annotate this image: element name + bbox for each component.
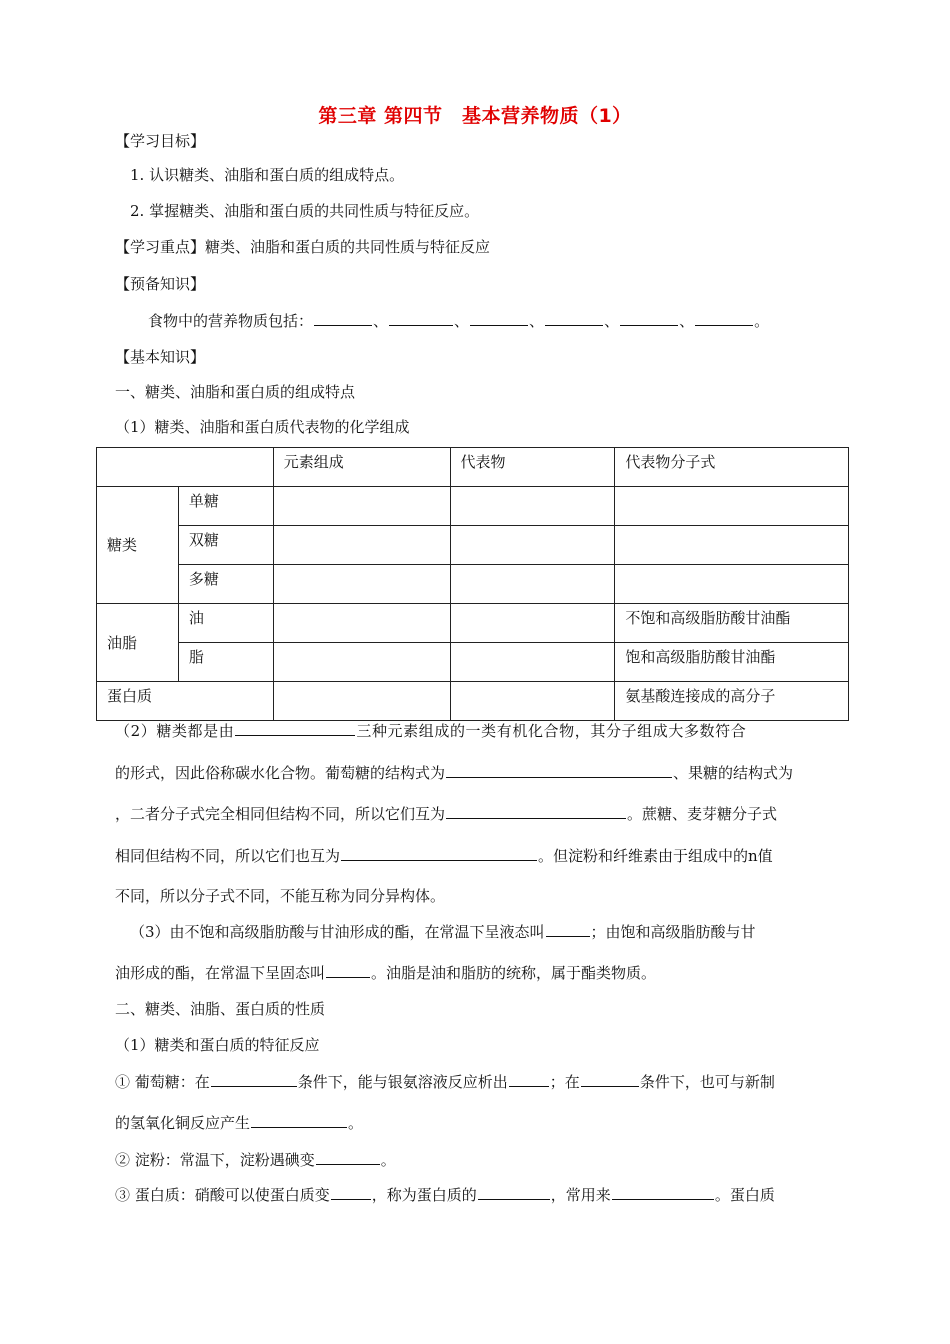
row-label: 油 (178, 604, 273, 643)
table-row (97, 565, 849, 604)
blank-field[interactable] (546, 921, 590, 937)
prior-text: 食物中的营养物质包括： (148, 312, 314, 330)
text: ② 淀粉：常温下，淀粉遇碘变 (115, 1151, 315, 1169)
paragraph-3-line-2 (115, 962, 656, 983)
text: ③ 蛋白质：硝酸可以使蛋白质变 (115, 1186, 330, 1204)
objectives-heading: 【学习目标】 (115, 132, 206, 150)
blank-field[interactable] (581, 1071, 639, 1087)
table-cell[interactable] (450, 526, 615, 565)
text: 。 (380, 1151, 396, 1169)
separator: 、 (679, 312, 695, 330)
blank-field[interactable] (478, 1184, 550, 1200)
table-cell[interactable] (615, 565, 849, 604)
text: ，常用来 (550, 1186, 611, 1204)
text: 。油脂是油和脂肪的统称，属于酯类物质。 (371, 964, 657, 982)
text: ，称为蛋白质的 (371, 1186, 477, 1204)
text: 油形成的酯，在常温下呈固态叫 (115, 964, 326, 982)
table-header: 代表物分子式 (615, 448, 849, 487)
table-header: 代表物 (450, 448, 615, 487)
table-cell[interactable] (450, 487, 615, 526)
table-row (97, 487, 849, 526)
paragraph-2-line-5: 不同，所以分子式不同，不能互称为同分异构体。 (115, 887, 446, 905)
blank-field[interactable] (331, 1184, 371, 1200)
blank-field[interactable] (695, 310, 753, 326)
objective-item-2: 2. 掌握糖类、油脂和蛋白质的共同性质与特征反应。 (130, 202, 480, 220)
row-label: 脂 (178, 643, 273, 682)
table-row (97, 643, 849, 682)
subsection-heading-1: （1）糖类、油脂和蛋白质代表物的化学组成 (115, 418, 410, 436)
blank-field[interactable] (326, 962, 370, 978)
blank-field[interactable] (509, 1071, 549, 1087)
paragraph-2-line-3 (115, 803, 777, 824)
text: 。但淀粉和纤维素由于组成中的n值 (538, 847, 773, 865)
table-cell[interactable] (450, 604, 615, 643)
table-cell[interactable] (450, 643, 615, 682)
text: ；在 (549, 1073, 580, 1091)
row-group-label: 蛋白质 (97, 682, 274, 721)
table-row (97, 682, 849, 721)
section-heading-1: 一、糖类、油脂和蛋白质的组成特点 (115, 383, 356, 401)
text: ① 葡萄糖：在 (115, 1073, 210, 1091)
blank-field[interactable] (612, 1184, 714, 1200)
table-cell[interactable] (273, 565, 450, 604)
table-cell (97, 448, 274, 487)
starch-line (115, 1149, 396, 1170)
table-cell[interactable] (273, 487, 450, 526)
row-group-label: 油脂 (97, 604, 179, 682)
blank-field[interactable] (235, 720, 355, 736)
table-cell[interactable] (273, 643, 450, 682)
text: 条件下，能与银氨溶液反应析出 (297, 1073, 508, 1091)
table-header: 元素组成 (273, 448, 450, 487)
table-row (97, 604, 849, 643)
separator: 、 (604, 312, 620, 330)
table-cell[interactable] (615, 526, 849, 565)
composition-table (96, 447, 849, 721)
text: 条件下，也可与新制 (639, 1073, 775, 1091)
blank-field[interactable] (545, 310, 603, 326)
table-cell[interactable] (615, 487, 849, 526)
text: （3）由不饱和高级脂肪酸与甘油形成的酯，在常温下呈液态叫 (130, 923, 545, 941)
paragraph-3-line-1 (130, 921, 756, 942)
protein-line (115, 1184, 775, 1205)
blank-field[interactable] (389, 310, 453, 326)
text: ；由饱和高级脂肪酸与甘 (590, 923, 756, 941)
section-heading-2: 二、糖类、油脂、蛋白质的性质 (115, 1000, 326, 1018)
text: 。 (348, 1114, 364, 1132)
separator: 、 (529, 312, 545, 330)
focus-line: 【学习重点】糖类、油脂和蛋白质的共同性质与特征反应 (115, 238, 491, 256)
row-label: 单糖 (178, 487, 273, 526)
blank-field[interactable] (470, 310, 528, 326)
blank-field[interactable] (620, 310, 678, 326)
text: （2）糖类都是由 (115, 722, 235, 740)
table-cell: 不饱和高级脂肪酸甘油酯 (615, 604, 849, 643)
table-cell[interactable] (450, 565, 615, 604)
table-cell[interactable] (273, 526, 450, 565)
prior-knowledge-line (148, 310, 769, 331)
text: 相同但结构不同，所以它们也互为 (115, 847, 341, 865)
text: 、果糖的结构式为 (673, 764, 794, 782)
text: 。蔗糖、麦芽糖分子式 (627, 805, 778, 823)
table-row (97, 448, 849, 487)
basic-heading: 【基本知识】 (115, 348, 206, 366)
text: ，二者分子式完全相同但结构不同，所以它们互为 (115, 805, 446, 823)
row-label: 多糖 (178, 565, 273, 604)
table-cell[interactable] (273, 604, 450, 643)
paragraph-2-line-1 (115, 720, 746, 741)
blank-field[interactable] (446, 762, 672, 778)
table-cell: 饱和高级脂肪酸甘油酯 (615, 643, 849, 682)
text: 三种元素组成的一类有机化合物，其分子组成大多数符合 (356, 722, 747, 740)
end-mark: 。 (754, 312, 770, 330)
blank-field[interactable] (251, 1112, 347, 1128)
separator: 、 (454, 312, 470, 330)
glucose-line-2 (115, 1112, 363, 1133)
table-row (97, 526, 849, 565)
subsection-heading-2: （1）糖类和蛋白质的特征反应 (115, 1036, 320, 1054)
blank-field[interactable] (314, 310, 372, 326)
blank-field[interactable] (211, 1071, 297, 1087)
blank-field[interactable] (446, 803, 626, 819)
page-title: 第三章 第四节 基本营养物质（1） (318, 105, 632, 127)
prior-heading: 【预备知识】 (115, 275, 206, 293)
row-group-label: 糖类 (97, 487, 179, 604)
text: 。蛋白质 (714, 1186, 775, 1204)
text: 的氢氧化铜反应产生 (115, 1114, 251, 1132)
objective-item-1: 1. 认识糖类、油脂和蛋白质的组成特点。 (130, 166, 405, 184)
table-cell[interactable] (273, 682, 450, 721)
text: 的形式，因此俗称碳水化合物。葡萄糖的结构式为 (115, 764, 446, 782)
table-cell[interactable] (450, 682, 615, 721)
paragraph-2-line-4 (115, 845, 773, 866)
table-cell: 氨基酸连接成的高分子 (615, 682, 849, 721)
separator: 、 (373, 312, 389, 330)
glucose-line-1 (115, 1071, 775, 1092)
blank-field[interactable] (341, 845, 537, 861)
blank-field[interactable] (316, 1149, 380, 1165)
row-label: 双糖 (178, 526, 273, 565)
paragraph-2-line-2 (115, 762, 793, 783)
